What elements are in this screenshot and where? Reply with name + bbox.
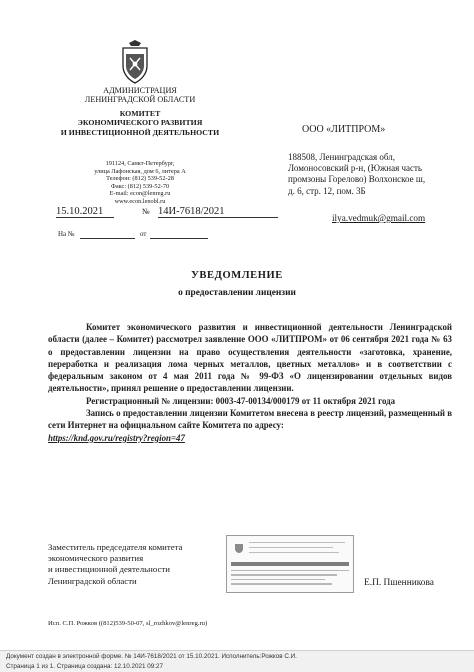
ref-date-blank (150, 238, 208, 239)
number-label: № (142, 207, 150, 216)
committee-line: ЭКОНОМИЧЕСКОГО РАЗВИТИЯ (77, 118, 203, 128)
recipient-address-line: промзоны Горелово) Волхонское ш, (288, 174, 426, 185)
ref-label: На № (58, 230, 75, 238)
agency-line: ЛЕНИНГРАДСКОЙ ОБЛАСТИ (84, 95, 196, 105)
document-body (48, 321, 452, 444)
sender-email: E-mail: econ@lenreg.ru (109, 190, 171, 198)
executor-info: Исп. С.П. Рожков ((812)539-50-07, sl_rozhkov@lenreg.ru) (48, 620, 208, 627)
recipient-name: ООО «ЛИТПРОМ» (302, 124, 386, 135)
coat-of-arms-icon (120, 40, 150, 84)
stamp-text-line (249, 547, 333, 548)
stamp-emblem-icon (233, 542, 245, 554)
fax: Факс: (812) 539-52-70 (110, 182, 170, 190)
signatory-line: Ленинградской области (48, 575, 137, 586)
recipient-address-line: Ломоносовский р-н, (Южная часть (288, 163, 423, 174)
license-number-paragraph: Регистрационный № лицензии: 0003-47-00134/000179 от 11 октября 2021 года (86, 395, 396, 406)
stamp-detail-line (231, 579, 325, 580)
sender-agency-block (40, 86, 240, 137)
document-footer (0, 650, 474, 672)
signatory-line: и инвестиционной деятельности (48, 564, 170, 575)
registration-number: 14И-7618/2021 (158, 206, 278, 218)
signatory-line: экономического развития (48, 553, 144, 564)
stamp-detail-line (231, 570, 349, 571)
registry-paragraph: Запись о предоставлении лицензии Комитетом внесена в реестр лицензий, размещенный в сети Интернет на официальном сайте Комитета по адресу: (48, 408, 452, 431)
recipient-email: ilya.vedmuk@gmail.com (332, 213, 426, 223)
agency-line: АДМИНИСТРАЦИЯ (103, 86, 177, 95)
e-signature-stamp-icon (226, 535, 354, 593)
ref-from-label: от (140, 230, 147, 238)
registration-date: 15.10.2021 (56, 206, 114, 218)
sender-site: www.econ.lenobl.ru (114, 197, 166, 205)
registry-link[interactable]: https://knd.gov.ru/registry?region=47 (48, 432, 185, 443)
address-line: 191124, Санкт-Петербург, (105, 160, 175, 167)
signatory-name: Е.П. Пшенникова (364, 578, 434, 588)
stamp-details (231, 570, 349, 588)
body-paragraph: Комитет экономического развития и инвестиционной деятельности Ленинградской области (далее – Комитет) рассмотрел заявление ООО «ЛИТПРОМ» от 06 сентября 2021 года № 63 о предоставлении лицензии на право осуществления деятельности «заготовка, хранение, переработка и реализация лома черных металлов, цветных металлов» и в соответствии с федеральным законом от 4 мая 2011 года № 99-ФЗ «О лицензировании отдельных видов деятельности», принял решение о предоставлении лицензии. (48, 322, 452, 394)
ref-number-blank (80, 238, 135, 239)
sender-address-block (40, 160, 240, 206)
committee-line: КОМИТЕТ (119, 108, 161, 118)
stamp-header (231, 540, 349, 558)
stamp-text-line (249, 542, 345, 543)
committee-line: И ИНВЕСТИЦИОННОЙ ДЕЯТЕЛЬНОСТИ (60, 127, 220, 137)
signatory-position (48, 542, 248, 587)
recipient-address (288, 152, 458, 197)
signatory-line: Заместитель председателя комитета (48, 542, 183, 552)
footer-line: Страница 1 из 1. Страница создана: 12.10.2021 09:27 (6, 663, 164, 670)
recipient-address-line: д. 6, стр. 12, пом. 3Б (288, 185, 366, 196)
document-title: УВЕДОМЛЕНИЕ (191, 270, 283, 281)
stamp-detail-line (231, 583, 332, 584)
footer-line: Документ создан в электронной форме. № 14И-7618/2021 от 15.10.2021. Исполнитель:Рожков С.И. (6, 653, 297, 660)
reference-line (58, 230, 208, 240)
stamp-bar (231, 562, 349, 566)
address-line: улица Лафонская, дом 6, литера А (94, 167, 186, 175)
stamp-detail-line (231, 574, 337, 575)
document-subtitle: о предоставлении лицензии (178, 288, 296, 298)
recipient-address-line: 188508, Ленинградская обл, (288, 152, 395, 162)
stamp-text-line (249, 552, 339, 553)
phone: Телефон: (812) 539-52-28 (106, 175, 174, 183)
